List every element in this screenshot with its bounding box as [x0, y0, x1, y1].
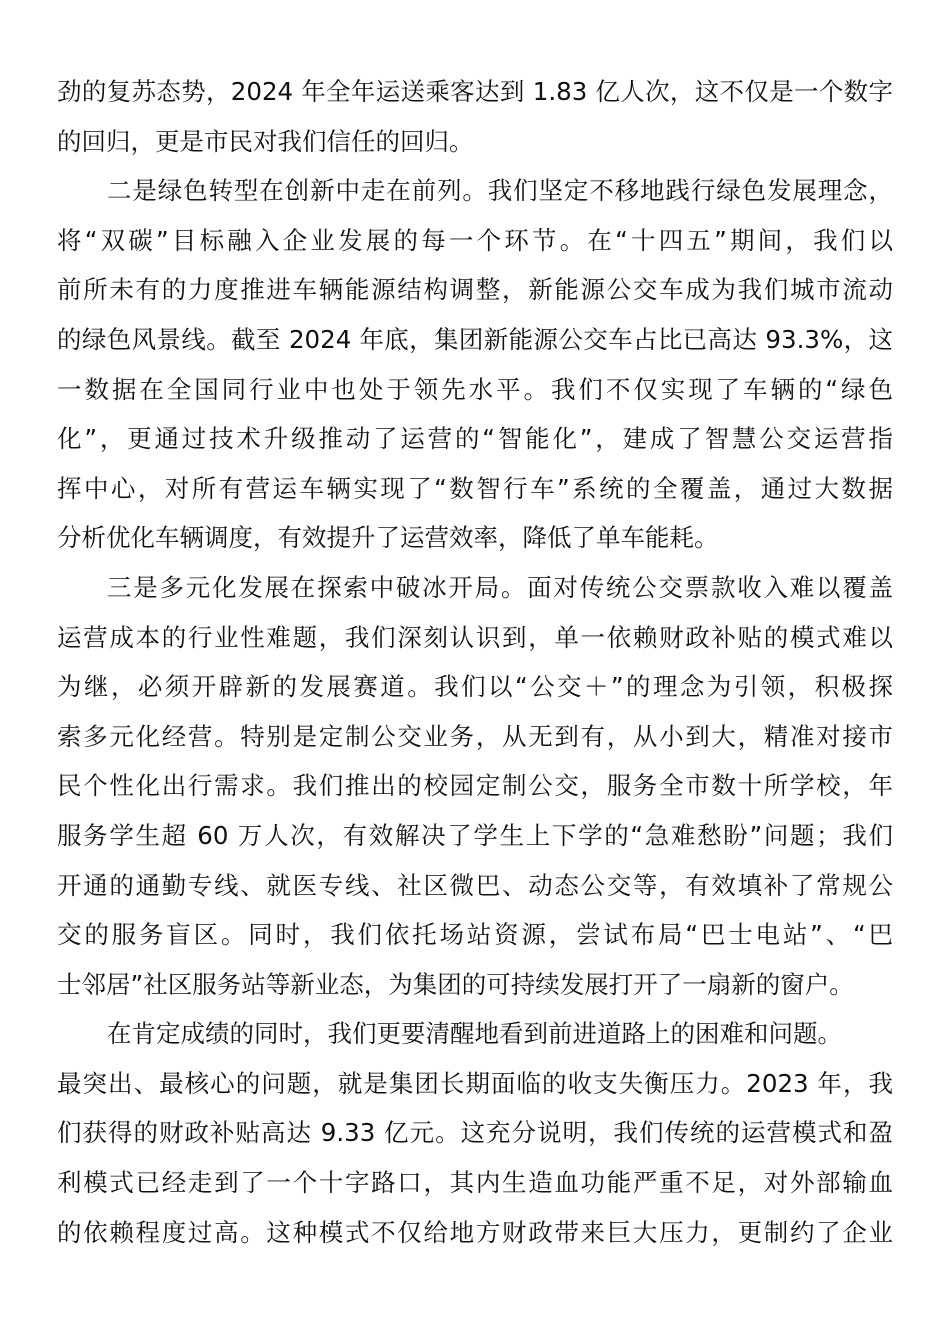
- text-line: 民个性化出行需求。我们推出的校园定制公交，服务全市数十所学校，年: [57, 771, 893, 801]
- text-line: 开通的通勤专线、就医专线、社区微巴、动态公交等，有效填补了常规公: [57, 870, 893, 900]
- text-line: 最突出、最核心的问题，就是集团长期面临的收支失衡压力。2023 年，我: [57, 1068, 893, 1098]
- paragraph-start-line: 二是绿色转型在创新中走在前列。我们坚定不移地践行绿色发展理念，: [107, 176, 893, 206]
- text-line: 劲的复苏态势，2024 年全年运送乘客达到 1.83 亿人次，这不仅是一个数字: [57, 77, 893, 106]
- text-line: 化”，更通过技术升级推动了运营的“智能化”，建成了智慧公交运营指: [57, 424, 893, 454]
- text-line: 的回归，更是市民对我们信任的回归。: [57, 126, 474, 156]
- text-line: 索多元化经营。特别是定制公交业务，从无到有，从小到大，精准对接市: [57, 721, 893, 751]
- text-line: 挥中心，对所有营运车辆实现了“数智行车”系统的全覆盖，通过大数据: [57, 473, 893, 503]
- text-line: 将“双碳”目标融入企业发展的每一个环节。在“十四五”期间，我们以: [57, 225, 893, 255]
- body-text: [57, 67, 893, 1257]
- text-line: 交的服务盲区。同时，我们依托场站资源，尝试布局“巴士电站”、“巴: [57, 920, 893, 950]
- text-line: 士邻居”社区服务站等新业态，为集团的可持续发展打开了一扇新的窗户。: [57, 969, 854, 999]
- text-line: 的绿色风景线。截至 2024 年底，集团新能源公交车占比已高达 93.3%，这: [57, 324, 893, 354]
- text-line: 为继，必须开辟新的发展赛道。我们以“公交＋”的理念为引领，积极探: [57, 672, 893, 702]
- text-line: 运营成本的行业性难题，我们深刻认识到，单一依赖财政补贴的模式难以: [57, 622, 893, 652]
- text-line: 前所未有的力度推进车辆能源结构调整，新能源公交车成为我们城市流动: [57, 275, 893, 305]
- text-line: 的依赖程度过高。这种模式不仅给地方财政带来巨大压力，更制约了企业: [57, 1217, 893, 1247]
- text-line: 一数据在全国同行业中也处于领先水平。我们不仅实现了车辆的“绿色: [57, 374, 893, 404]
- paragraph-start-line: 三是多元化发展在探索中破冰开局。面对传统公交票款收入难以覆盖: [107, 572, 893, 602]
- text-line: 利模式已经走到了一个十字路口，其内生造血功能严重不足，对外部输血: [57, 1168, 893, 1198]
- text-line: 服务学生超 60 万人次，有效解决了学生上下学的“急难愁盼”问题；我们: [57, 820, 893, 850]
- text-line: 们获得的财政补贴高达 9.33 亿元。这充分说明，我们传统的运营模式和盈: [57, 1118, 893, 1148]
- text-line: 分析优化车辆调度，有效提升了运营效率，降低了单车能耗。: [57, 523, 719, 553]
- paragraph-start-line: 在肯定成绩的同时，我们更要清醒地看到前进道路上的困难和问题。: [107, 1019, 842, 1049]
